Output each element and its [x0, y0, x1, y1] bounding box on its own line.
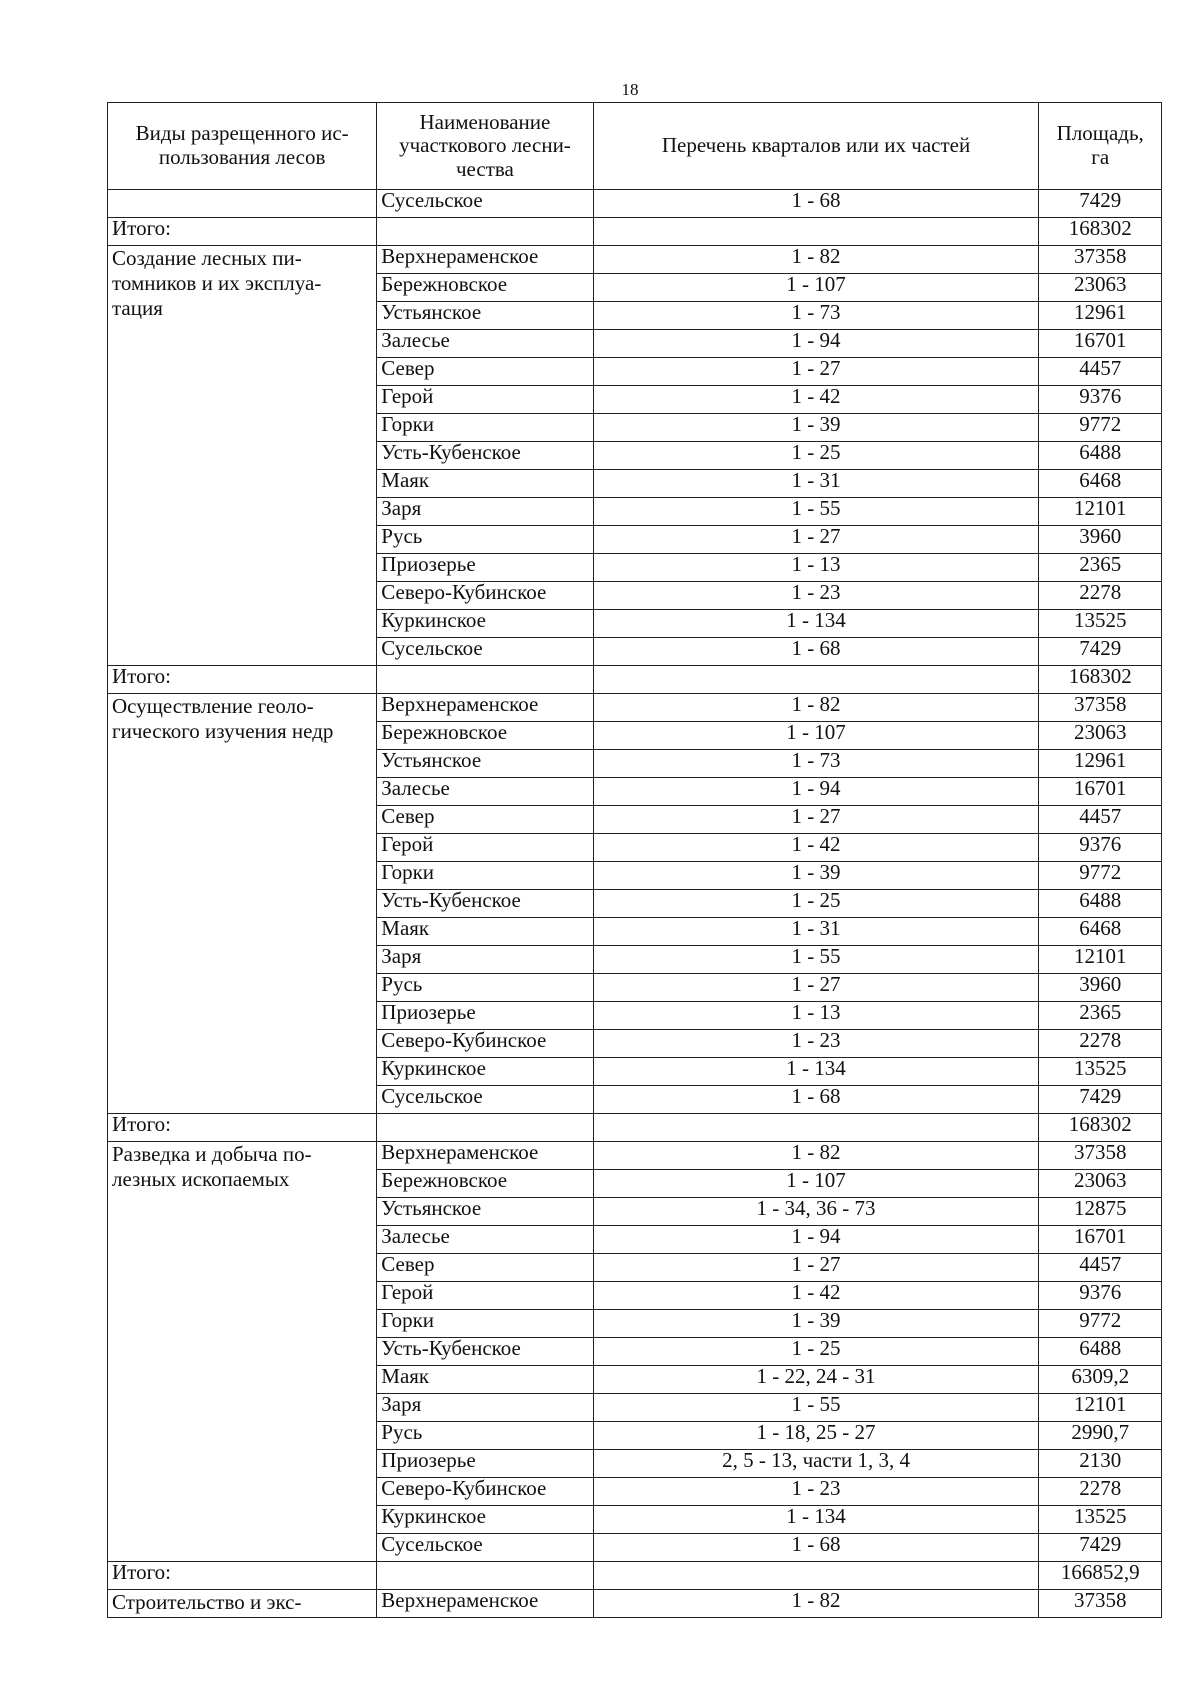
quarters-cell: 1 - 55 [593, 946, 1039, 974]
total-label: Итого: [108, 218, 377, 246]
forestry-name-cell: Сусельское [377, 1534, 593, 1562]
area-cell: 9376 [1039, 1282, 1162, 1310]
total-label: Итого: [108, 666, 377, 694]
forestry-name-cell: Заря [377, 946, 593, 974]
quarters-cell: 1 - 107 [593, 1170, 1039, 1198]
forestry-name-cell: Залесье [377, 778, 593, 806]
use-type-line: гического изучения недр [112, 719, 334, 744]
empty-cell [593, 666, 1039, 694]
empty-cell [377, 1562, 593, 1590]
quarters-cell: 1 - 107 [593, 274, 1039, 302]
forestry-name-cell: Горки [377, 1310, 593, 1338]
area-cell: 2278 [1039, 1030, 1162, 1058]
forestry-name-cell: Верхнераменское [377, 1142, 593, 1170]
forestry-name-cell: Герой [377, 1282, 593, 1310]
forestry-name-cell: Маяк [377, 1366, 593, 1394]
forestry-name-cell: Сусельское [377, 190, 593, 218]
quarters-cell: 2, 5 - 13, части 1, 3, 4 [593, 1450, 1039, 1478]
area-cell: 16701 [1039, 1226, 1162, 1254]
area-cell: 2990,7 [1039, 1422, 1162, 1450]
area-cell: 2365 [1039, 1002, 1162, 1030]
forestry-name-cell: Куркинское [377, 1058, 593, 1086]
area-cell: 7429 [1039, 1534, 1162, 1562]
forestry-name-cell: Верхнераменское [377, 246, 593, 274]
quarters-cell: 1 - 73 [593, 750, 1039, 778]
forestry-name-cell: Русь [377, 526, 593, 554]
header-forestry-name: Наименование участкового лесни-чества [377, 103, 593, 190]
forestry-name-cell: Залесье [377, 330, 593, 358]
forestry-name-cell: Русь [377, 974, 593, 1002]
quarters-cell: 1 - 82 [593, 1590, 1039, 1618]
area-cell: 4457 [1039, 806, 1162, 834]
use-type-cell [108, 1142, 377, 1562]
quarters-cell: 1 - 25 [593, 1338, 1039, 1366]
empty-cell [593, 1562, 1039, 1590]
quarters-cell: 1 - 27 [593, 974, 1039, 1002]
forestry-name-cell: Бережновское [377, 274, 593, 302]
area-cell: 6468 [1039, 918, 1162, 946]
total-area-cell: 168302 [1039, 666, 1162, 694]
quarters-cell: 1 - 27 [593, 1254, 1039, 1282]
empty-cell [377, 666, 593, 694]
use-type-line: лезных ископаемых [112, 1167, 290, 1192]
quarters-cell: 1 - 94 [593, 330, 1039, 358]
quarters-cell: 1 - 42 [593, 834, 1039, 862]
area-cell: 6468 [1039, 470, 1162, 498]
table-row [108, 246, 1162, 274]
area-cell: 12875 [1039, 1198, 1162, 1226]
forestry-name-cell: Герой [377, 834, 593, 862]
header-area: Площадь, га [1039, 103, 1162, 190]
forestry-name-cell: Усть-Кубенское [377, 442, 593, 470]
quarters-cell: 1 - 39 [593, 1310, 1039, 1338]
total-label: Итого: [108, 1114, 377, 1142]
table-row [108, 190, 1162, 218]
forestry-name-cell: Приозерье [377, 554, 593, 582]
forestry-name-cell: Северо-Кубинское [377, 582, 593, 610]
area-cell: 3960 [1039, 974, 1162, 1002]
forestry-name-cell: Верхнераменское [377, 694, 593, 722]
quarters-cell: 1 - 73 [593, 302, 1039, 330]
forestry-name-cell: Усть-Кубенское [377, 1338, 593, 1366]
area-cell: 2278 [1039, 1478, 1162, 1506]
empty-cell [377, 218, 593, 246]
use-type-cell [108, 694, 377, 1114]
area-cell: 6488 [1039, 1338, 1162, 1366]
quarters-cell: 1 - 55 [593, 498, 1039, 526]
quarters-cell: 1 - 13 [593, 554, 1039, 582]
forestry-name-cell: Сусельское [377, 638, 593, 666]
quarters-cell: 1 - 94 [593, 778, 1039, 806]
forestry-name-cell: Устьянское [377, 302, 593, 330]
quarters-cell: 1 - 134 [593, 610, 1039, 638]
forestry-name-cell: Приозерье [377, 1450, 593, 1478]
area-cell: 12961 [1039, 302, 1162, 330]
quarters-cell: 1 - 68 [593, 638, 1039, 666]
forestry-name-cell: Устьянское [377, 750, 593, 778]
quarters-cell: 1 - 82 [593, 1142, 1039, 1170]
table-header-row [108, 103, 1162, 190]
quarters-cell: 1 - 25 [593, 442, 1039, 470]
quarters-cell: 1 - 27 [593, 806, 1039, 834]
area-cell: 4457 [1039, 1254, 1162, 1282]
forestry-name-cell: Куркинское [377, 1506, 593, 1534]
total-area-cell: 168302 [1039, 218, 1162, 246]
forestry-name-cell: Заря [377, 1394, 593, 1422]
area-cell: 2130 [1039, 1450, 1162, 1478]
forestry-name-cell: Устьянское [377, 1198, 593, 1226]
area-cell: 6309,2 [1039, 1366, 1162, 1394]
quarters-cell: 1 - 42 [593, 386, 1039, 414]
quarters-cell: 1 - 107 [593, 722, 1039, 750]
forestry-name-cell: Горки [377, 414, 593, 442]
empty-cell [593, 1114, 1039, 1142]
use-type-line: Осуществление геоло- [112, 694, 314, 718]
quarters-cell: 1 - 22, 24 - 31 [593, 1366, 1039, 1394]
quarters-cell: 1 - 13 [593, 1002, 1039, 1030]
forestry-name-cell: Заря [377, 498, 593, 526]
area-cell: 9772 [1039, 414, 1162, 442]
area-cell: 37358 [1039, 694, 1162, 722]
use-type-line: Создание лесных пи- [112, 246, 302, 270]
table-row [108, 694, 1162, 722]
forestry-name-cell: Северо-Кубинское [377, 1478, 593, 1506]
area-cell: 4457 [1039, 358, 1162, 386]
table-row [108, 1142, 1162, 1170]
area-cell: 16701 [1039, 778, 1162, 806]
area-cell: 16701 [1039, 330, 1162, 358]
quarters-cell: 1 - 34, 36 - 73 [593, 1198, 1039, 1226]
area-cell: 7429 [1039, 638, 1162, 666]
forestry-name-cell: Север [377, 806, 593, 834]
forestry-name-cell: Горки [377, 862, 593, 890]
forestry-name-cell: Сусельское [377, 1086, 593, 1114]
area-cell: 12961 [1039, 750, 1162, 778]
forestry-name-cell: Усть-Кубенское [377, 890, 593, 918]
quarters-cell: 1 - 27 [593, 358, 1039, 386]
quarters-cell: 1 - 82 [593, 694, 1039, 722]
empty-cell [377, 1114, 593, 1142]
area-cell: 3960 [1039, 526, 1162, 554]
use-type-cell [108, 190, 377, 218]
quarters-cell: 1 - 18, 25 - 27 [593, 1422, 1039, 1450]
quarters-cell: 1 - 68 [593, 190, 1039, 218]
area-cell: 12101 [1039, 498, 1162, 526]
use-type-cell [108, 1590, 377, 1618]
forestry-name-cell: Бережновское [377, 1170, 593, 1198]
quarters-cell: 1 - 23 [593, 582, 1039, 610]
area-cell: 9376 [1039, 834, 1162, 862]
forestry-name-cell: Верхнераменское [377, 1590, 593, 1618]
header-use-type: Виды разрещенного ис-пользования лесов [108, 103, 377, 190]
forestry-name-cell: Бережновское [377, 722, 593, 750]
area-cell: 12101 [1039, 946, 1162, 974]
area-cell: 7429 [1039, 1086, 1162, 1114]
forestry-name-cell: Северо-Кубинское [377, 1030, 593, 1058]
area-cell: 23063 [1039, 722, 1162, 750]
area-cell: 7429 [1039, 190, 1162, 218]
quarters-cell: 1 - 55 [593, 1394, 1039, 1422]
quarters-cell: 1 - 39 [593, 414, 1039, 442]
quarters-cell: 1 - 27 [593, 526, 1039, 554]
area-cell: 13525 [1039, 1058, 1162, 1086]
forestry-name-cell: Куркинское [377, 610, 593, 638]
quarters-cell: 1 - 25 [593, 890, 1039, 918]
quarters-cell: 1 - 68 [593, 1086, 1039, 1114]
use-type-cell [108, 246, 377, 666]
area-cell: 9772 [1039, 862, 1162, 890]
forestry-name-cell: Север [377, 1254, 593, 1282]
forestry-name-cell: Приозерье [377, 1002, 593, 1030]
area-cell: 9772 [1039, 1310, 1162, 1338]
area-cell: 13525 [1039, 610, 1162, 638]
quarters-cell: 1 - 31 [593, 918, 1039, 946]
quarters-cell: 1 - 42 [593, 1282, 1039, 1310]
use-type-line: тация [112, 296, 163, 321]
quarters-cell: 1 - 31 [593, 470, 1039, 498]
forestry-name-cell: Залесье [377, 1226, 593, 1254]
area-cell: 37358 [1039, 246, 1162, 274]
quarters-cell: 1 - 23 [593, 1030, 1039, 1058]
quarters-cell: 1 - 68 [593, 1534, 1039, 1562]
area-cell: 2365 [1039, 554, 1162, 582]
area-cell: 13525 [1039, 1506, 1162, 1534]
forest-use-table [107, 102, 1162, 1618]
quarters-cell: 1 - 134 [593, 1058, 1039, 1086]
empty-cell [593, 218, 1039, 246]
area-cell: 12101 [1039, 1394, 1162, 1422]
quarters-cell: 1 - 94 [593, 1226, 1039, 1254]
use-type-line: томников и их эксплуа- [112, 271, 322, 296]
total-row [108, 1562, 1162, 1590]
total-area-cell: 168302 [1039, 1114, 1162, 1142]
total-row [108, 666, 1162, 694]
use-type-line: Разведка и добыча по- [112, 1142, 312, 1166]
forestry-name-cell: Маяк [377, 918, 593, 946]
forestry-name-cell: Герой [377, 386, 593, 414]
quarters-cell: 1 - 82 [593, 246, 1039, 274]
use-type-line: Строительство и экс- [112, 1590, 302, 1614]
quarters-cell: 1 - 39 [593, 862, 1039, 890]
total-row [108, 218, 1162, 246]
quarters-cell: 1 - 134 [593, 1506, 1039, 1534]
table-body [108, 190, 1162, 1618]
area-cell: 2278 [1039, 582, 1162, 610]
area-cell: 23063 [1039, 1170, 1162, 1198]
total-label: Итого: [108, 1562, 377, 1590]
area-cell: 9376 [1039, 386, 1162, 414]
header-quarters-list: Перечень кварталов или их частей [593, 103, 1039, 190]
area-cell: 6488 [1039, 890, 1162, 918]
total-area-cell: 166852,9 [1039, 1562, 1162, 1590]
area-cell: 37358 [1039, 1142, 1162, 1170]
forestry-name-cell: Маяк [377, 470, 593, 498]
table-row [108, 1590, 1162, 1618]
area-cell: 6488 [1039, 442, 1162, 470]
area-cell: 37358 [1039, 1590, 1162, 1618]
total-row [108, 1114, 1162, 1142]
quarters-cell: 1 - 23 [593, 1478, 1039, 1506]
area-cell: 23063 [1039, 274, 1162, 302]
forestry-name-cell: Русь [377, 1422, 593, 1450]
forestry-name-cell: Север [377, 358, 593, 386]
page-number: 18 [621, 80, 639, 99]
